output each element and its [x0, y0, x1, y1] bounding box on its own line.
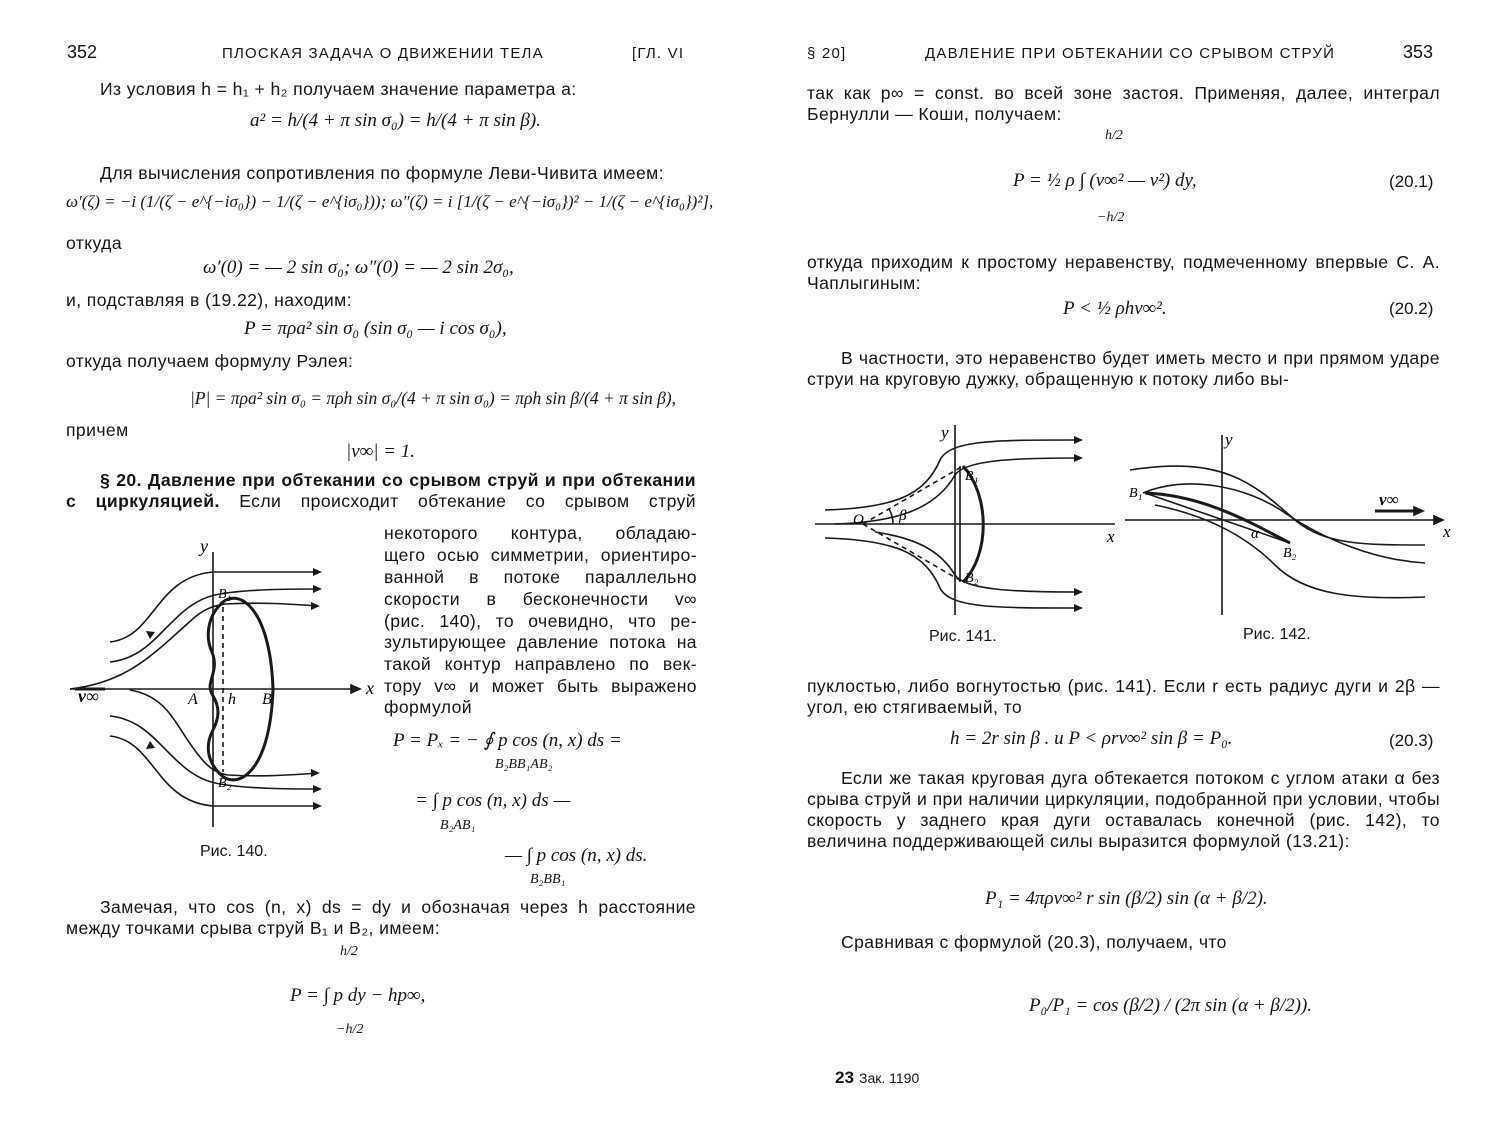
equation-number: (20.3) [1389, 731, 1434, 750]
integral-upper-limit: h/2 [1105, 128, 1123, 143]
figure-caption: Рис. 140. [200, 843, 268, 860]
equation-rayleigh: |P| = πρa² sin σ₀ = πρh sin σ₀/(4 + π sin σ₀) = πρh sin β/(4 + π sin β), [190, 388, 676, 408]
fig141-B2-label: B₂ [965, 571, 979, 586]
equation-number: (20.2) [1389, 299, 1434, 318]
x-axis-arrow [351, 685, 360, 693]
footer-text: Зак. 1190 [859, 1070, 920, 1086]
integral-lower-limit: −h/2 [336, 1022, 364, 1037]
equation-a2: a² = h/(4 + π sin σ₀) = h/(4 + π sin β). [250, 110, 541, 131]
signature-mark: 23 [835, 1068, 854, 1087]
dashed-line [863, 466, 963, 524]
page-number: 353 [1403, 42, 1434, 62]
fig140-B-label: B [262, 691, 272, 708]
wrap-line: формулой [384, 697, 473, 717]
wrap-line: такой контур направлено по век- [384, 654, 697, 674]
equation-20-2: P < ½ ρhv∞². [1063, 298, 1167, 319]
wrap-line: скорости в бесконечности v∞ [384, 589, 697, 609]
wrap-line: некоторого контура, обладаю- [384, 523, 697, 543]
equation-P: P = πρa² sin σ₀ (sin σ₀ — i cos σ₀), [244, 318, 507, 339]
fig140-B2-label: B₂ [218, 776, 232, 791]
equation-ratio: P₀/P₁ = cos (β/2) / (2π sin (α + β/2)). [1029, 995, 1313, 1016]
streamline [130, 690, 318, 776]
chord [1145, 493, 1290, 543]
integral-contour-sub: B₂BB₁AB₂ [495, 757, 553, 772]
fig140-A-label: A [188, 691, 198, 708]
paragraph: и, подставляя в (19.22), находим: [66, 290, 352, 310]
equation-final: P = ∫ p dy − hp∞, [290, 985, 426, 1006]
fig141-O-label: O [853, 512, 864, 528]
fig142-v-label: v∞ [1379, 490, 1399, 509]
fig141-x-label: x [1107, 527, 1115, 546]
wrap-line: щего осью симметрии, ориентиро- [384, 545, 697, 565]
section-text: Если происходит обтекание со срывом струй [239, 491, 697, 511]
wrap-line: тору v∞ и может быть выражено [384, 676, 697, 696]
paragraph: пуклостью, либо вогнутостью (рис. 141). Если r есть радиус дуги и 2β — угол, ею стягиваемый, то [807, 676, 1440, 717]
section-ref: § 20] [807, 45, 847, 62]
figure-142 [1125, 425, 1455, 620]
integral-lower-limit: −h/2 [1097, 210, 1125, 225]
fig141-y-label: y [941, 423, 949, 442]
equation-20-3: h = 2r sin β . и P < ρrv∞² sin β = P₀. [950, 728, 1233, 749]
integral-sub: B₂AB₁ [440, 818, 476, 833]
left-page [0, 0, 745, 1132]
fig142-B1-label: B₁ [1129, 486, 1143, 501]
page-number: 352 [67, 42, 98, 62]
fig140-x-label: x [366, 678, 374, 698]
paragraph: откуда приходим к простому неравенству, подмеченному впервые С. А. Чаплыгиным: [807, 252, 1440, 293]
fig142-y-label: y [1225, 430, 1233, 449]
paragraph: Из условия h = h₁ + h₂ получаем значение параметра a: [100, 79, 577, 99]
fig140-y-label: y [200, 536, 208, 556]
running-head: ПЛОСКАЯ ЗАДАЧА О ДВИЖЕНИИ ТЕЛА [222, 45, 544, 62]
wrap-line: зультирующее давление потока на [384, 632, 697, 652]
equation-P1: P₁ = 4πρv∞² r sin (β/2) sin (α + β/2). [985, 888, 1268, 909]
fig142-x-label: x [1443, 522, 1451, 541]
paragraph: Для вычисления сопротивления по формуле Леви-Чивита имеем: [100, 163, 664, 183]
equation-v: |v∞| = 1. [346, 441, 415, 462]
equation-omega0: ω′(0) = — 2 sin σ₀; ω″(0) = — 2 sin 2σ₀, [203, 257, 514, 278]
section-title: § 20. Давление при обтекании со срывом струй и при обтекании с циркуляцией. [66, 470, 696, 511]
equation-20-1: P = ½ ρ ∫ (v∞² — v²) dy, [1013, 170, 1197, 191]
fig142-alpha-label: α [1251, 526, 1259, 542]
equation-px-line2: = ∫ p cos (n, x) ds — [415, 790, 571, 811]
paragraph: В частности, это неравенство будет иметь место и при прямом ударе струи на круговую дужку, обращенную к потоку либо вы- [807, 348, 1440, 389]
fig142-B2-label: B₂ [1283, 546, 1297, 561]
figure-caption: Рис. 141. [929, 628, 997, 645]
figure-caption: Рис. 142. [1243, 626, 1311, 643]
right-page [745, 0, 1491, 1132]
fig141-B1-label: B₁ [965, 469, 979, 484]
equation-number: (20.1) [1389, 172, 1434, 191]
paragraph: причем [66, 420, 129, 440]
streamline [70, 603, 318, 689]
equation-omega: ω′(ζ) = −i (1/(ζ − e^{−iσ₀}) − 1/(ζ − e^{iσ₀})); ω″(ζ) = i [1/(ζ − e^{−iσ₀})² − 1/(ζ − e^{iσ₀})²], [66, 192, 714, 211]
paragraph: Если же такая круговая дуга обтекается потоком с углом атаки α без срыва струй и при наличии циркуляции, подобранной при условии, чтобы скорость у заднего края дуги оставалась конечной (рис. 142), то величина поддерживающей силы выразится формулой (13.21): [807, 768, 1440, 851]
figure-140 [60, 532, 380, 832]
fig141-beta-label: β [899, 508, 907, 524]
fig140-h-label: h [228, 691, 236, 708]
equation-px-line3: — ∫ p cos (n, x) ds. [505, 845, 648, 866]
paragraph: откуда [66, 233, 123, 253]
fig140-B1-label: B₁ [218, 587, 232, 602]
paragraph: Сравнивая с формулой (20.3), получаем, что [841, 932, 1227, 952]
streamline [825, 440, 1075, 510]
streamline [825, 538, 1075, 608]
paragraph: так как p∞ = const. во всей зоне застоя. Применяя, далее, интеграл Бернулли — Коши, получаем: [807, 83, 1440, 124]
wrap-line: (рис. 140), то очевидно, что ре- [384, 611, 697, 631]
integral-upper-limit: h/2 [340, 944, 358, 959]
figure-141 [815, 420, 1145, 620]
paragraph: откуда получаем формулу Рэлея: [66, 351, 354, 371]
equation-px-line1: P = Pₓ = − ∮ p cos (n, x) ds = [393, 730, 622, 751]
wrap-line: ванной в потоке параллельно [384, 567, 697, 587]
fig140-v-label: v∞ [78, 686, 99, 706]
section-heading [66, 470, 696, 512]
integral-sub: B₂BB₁ [530, 872, 566, 887]
running-head: ДАВЛЕНИЕ ПРИ ОБТЕКАНИИ СО СРЫВОМ СТРУЙ [925, 45, 1336, 62]
paragraph: Замечая, что cos (n, x) ds = dy и обозначая через h расстояние между точками срыва струй B₁ и B₂, имеем: [66, 897, 696, 938]
chapter-ref: [ГЛ. VI [632, 45, 685, 62]
